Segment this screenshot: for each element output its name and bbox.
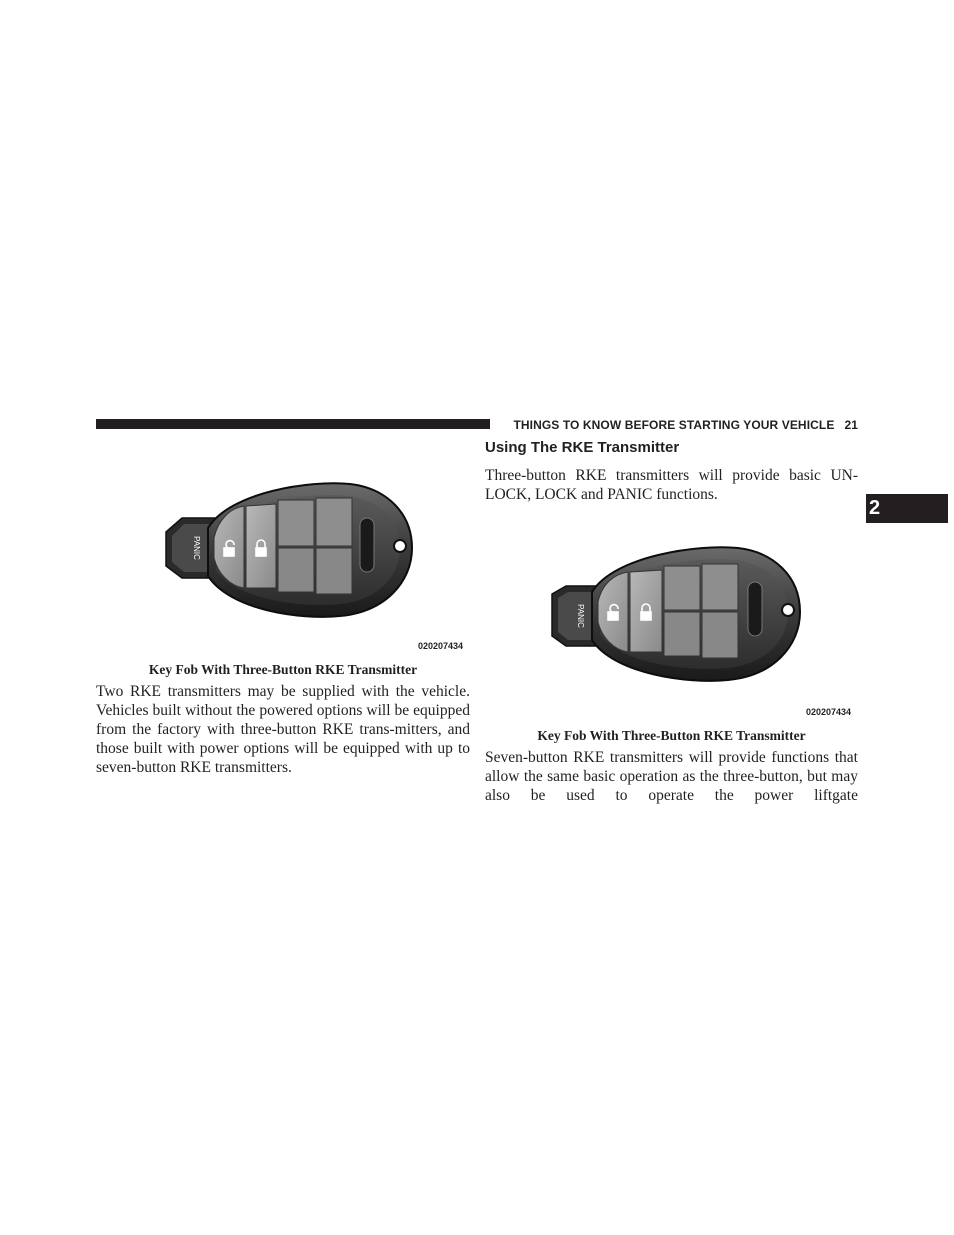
lock-button: [630, 570, 662, 652]
figure-caption-right: Key Fob With Three-Button RKE Transmitter: [537, 728, 806, 743]
blank-button: [664, 566, 700, 610]
blank-button: [702, 612, 738, 658]
lock-button: [246, 504, 276, 588]
key-fob-figure-right: [548, 542, 860, 720]
key-fob-figure-left: [160, 478, 472, 656]
figure-code: 020207434: [418, 641, 464, 651]
blank-button: [702, 564, 738, 610]
right-paragraph-2: Seven-button RKE transmitters will provide functions that allow the same basic operation as the three-button, but may also be used to operate the power liftgate: [485, 749, 858, 804]
key-fob-illustration: [160, 478, 472, 656]
section-heading: Using The RKE Transmitter: [485, 439, 680, 456]
key-ring-hole: [394, 540, 406, 552]
blank-button: [316, 548, 352, 594]
running-head: [513, 417, 858, 433]
left-paragraph: Two RKE transmitters may be supplied with the vehicle. Vehicles built without the powered options will be equipped from the factory with three-button RKE trans-mitters, and those built with power options will be equipped with up to seven-button RKE transmitters.: [96, 683, 470, 776]
side-slot: [360, 518, 374, 572]
blank-button: [278, 500, 314, 546]
key-ring-hole: [782, 604, 794, 616]
figure-code: 020207434: [806, 707, 852, 717]
chapter-tab: 2: [866, 494, 948, 523]
blank-button: [278, 548, 314, 592]
blank-button: [316, 498, 352, 546]
running-title: THINGS TO KNOW BEFORE STARTING YOUR VEHICLE: [513, 418, 835, 432]
panic-button-label: PANIC: [192, 536, 201, 560]
side-slot: [748, 582, 762, 636]
page-number: 21: [844, 418, 858, 432]
right-paragraph-1: Three-button RKE transmitters will provide basic UN-LOCK, LOCK and PANIC functions.: [485, 467, 858, 503]
figure-caption-left: Key Fob With Three-Button RKE Transmitter: [148, 662, 418, 677]
panic-button-label: PANIC: [576, 604, 585, 628]
key-fob-illustration: [548, 542, 860, 720]
header-rule: [96, 419, 490, 429]
blank-button: [664, 612, 700, 656]
